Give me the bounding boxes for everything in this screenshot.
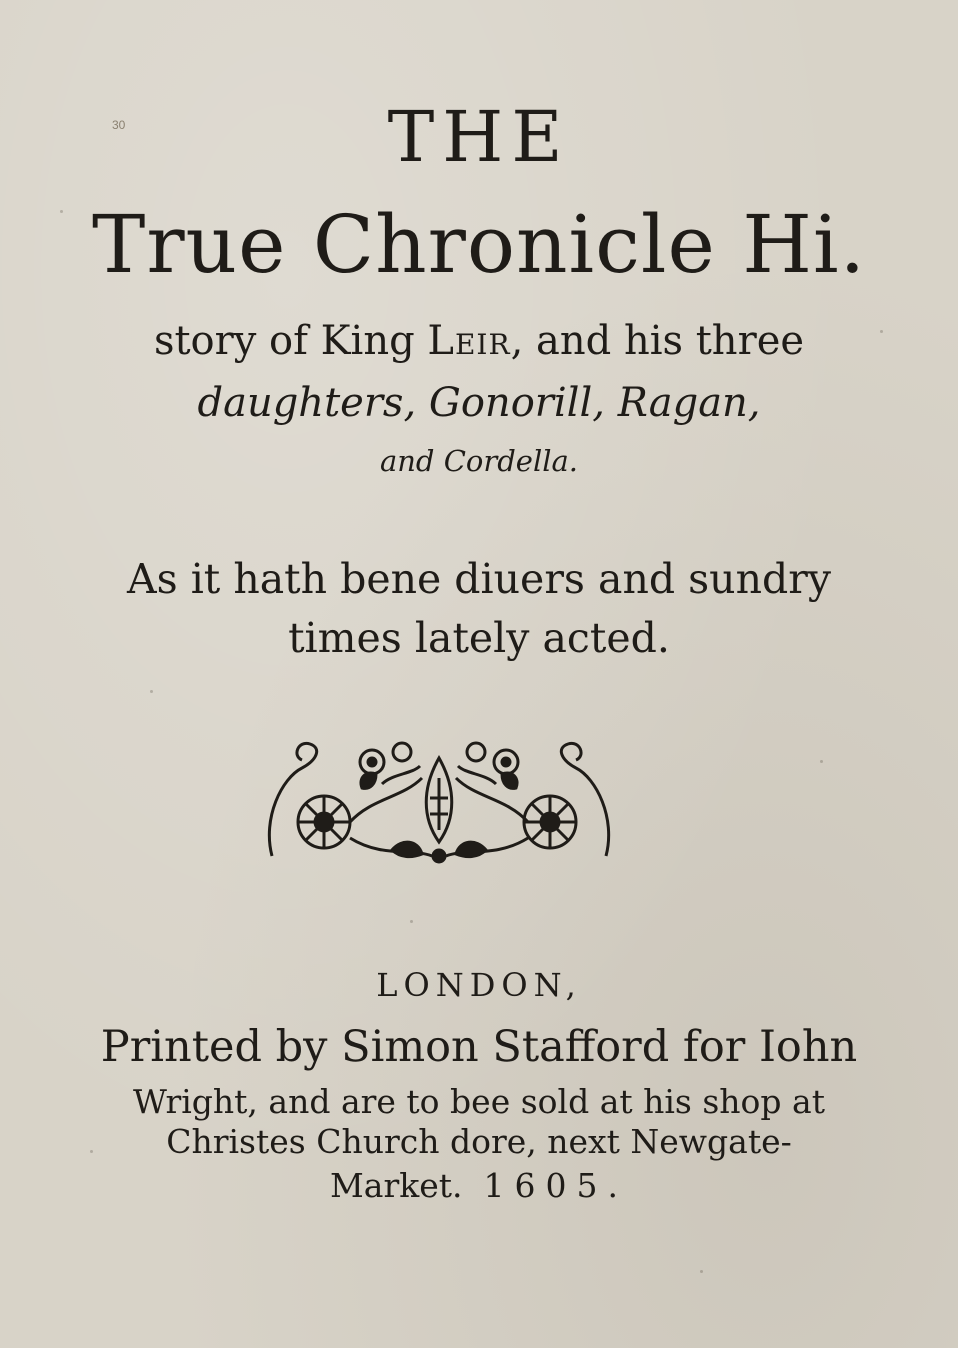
imprint-year: 1605. [483, 1166, 628, 1205]
paper-speck [150, 690, 153, 693]
subtitle-leir: Leir [427, 318, 511, 364]
title-main: True Chronicle Hi. [91, 198, 867, 291]
paper-speck [410, 920, 413, 923]
paper-speck [700, 1270, 703, 1273]
subtitle-story-line [0, 318, 958, 364]
imprint-wright: Wright, and are to bee sold at his shop at [133, 1082, 825, 1121]
subtitle-cordella: and Cordella. [379, 444, 579, 478]
floral-ornament-icon [262, 738, 616, 866]
margin-note: 30 [112, 118, 126, 132]
acted-line-1: As it hath bene diuers and sundry [127, 555, 831, 603]
paper-speck [820, 760, 823, 763]
imprint-market: Market. [330, 1166, 463, 1205]
imprint-printed: Printed by Simon Stafford for Iohn [100, 1022, 858, 1072]
subtitle-story-suffix: , and his three [510, 318, 805, 364]
subtitle-story-prefix: story of King [153, 318, 428, 364]
subtitle-daughters: daughters, Gonorill, Ragan, [197, 380, 761, 426]
acted-line-2: times lately acted. [288, 614, 670, 662]
imprint-market-line [0, 1166, 958, 1205]
imprint-london: LONDON, [376, 966, 582, 1004]
title-the: THE [387, 96, 571, 178]
imprint-christes: Christes Church dore, next Newgate- [166, 1122, 792, 1161]
